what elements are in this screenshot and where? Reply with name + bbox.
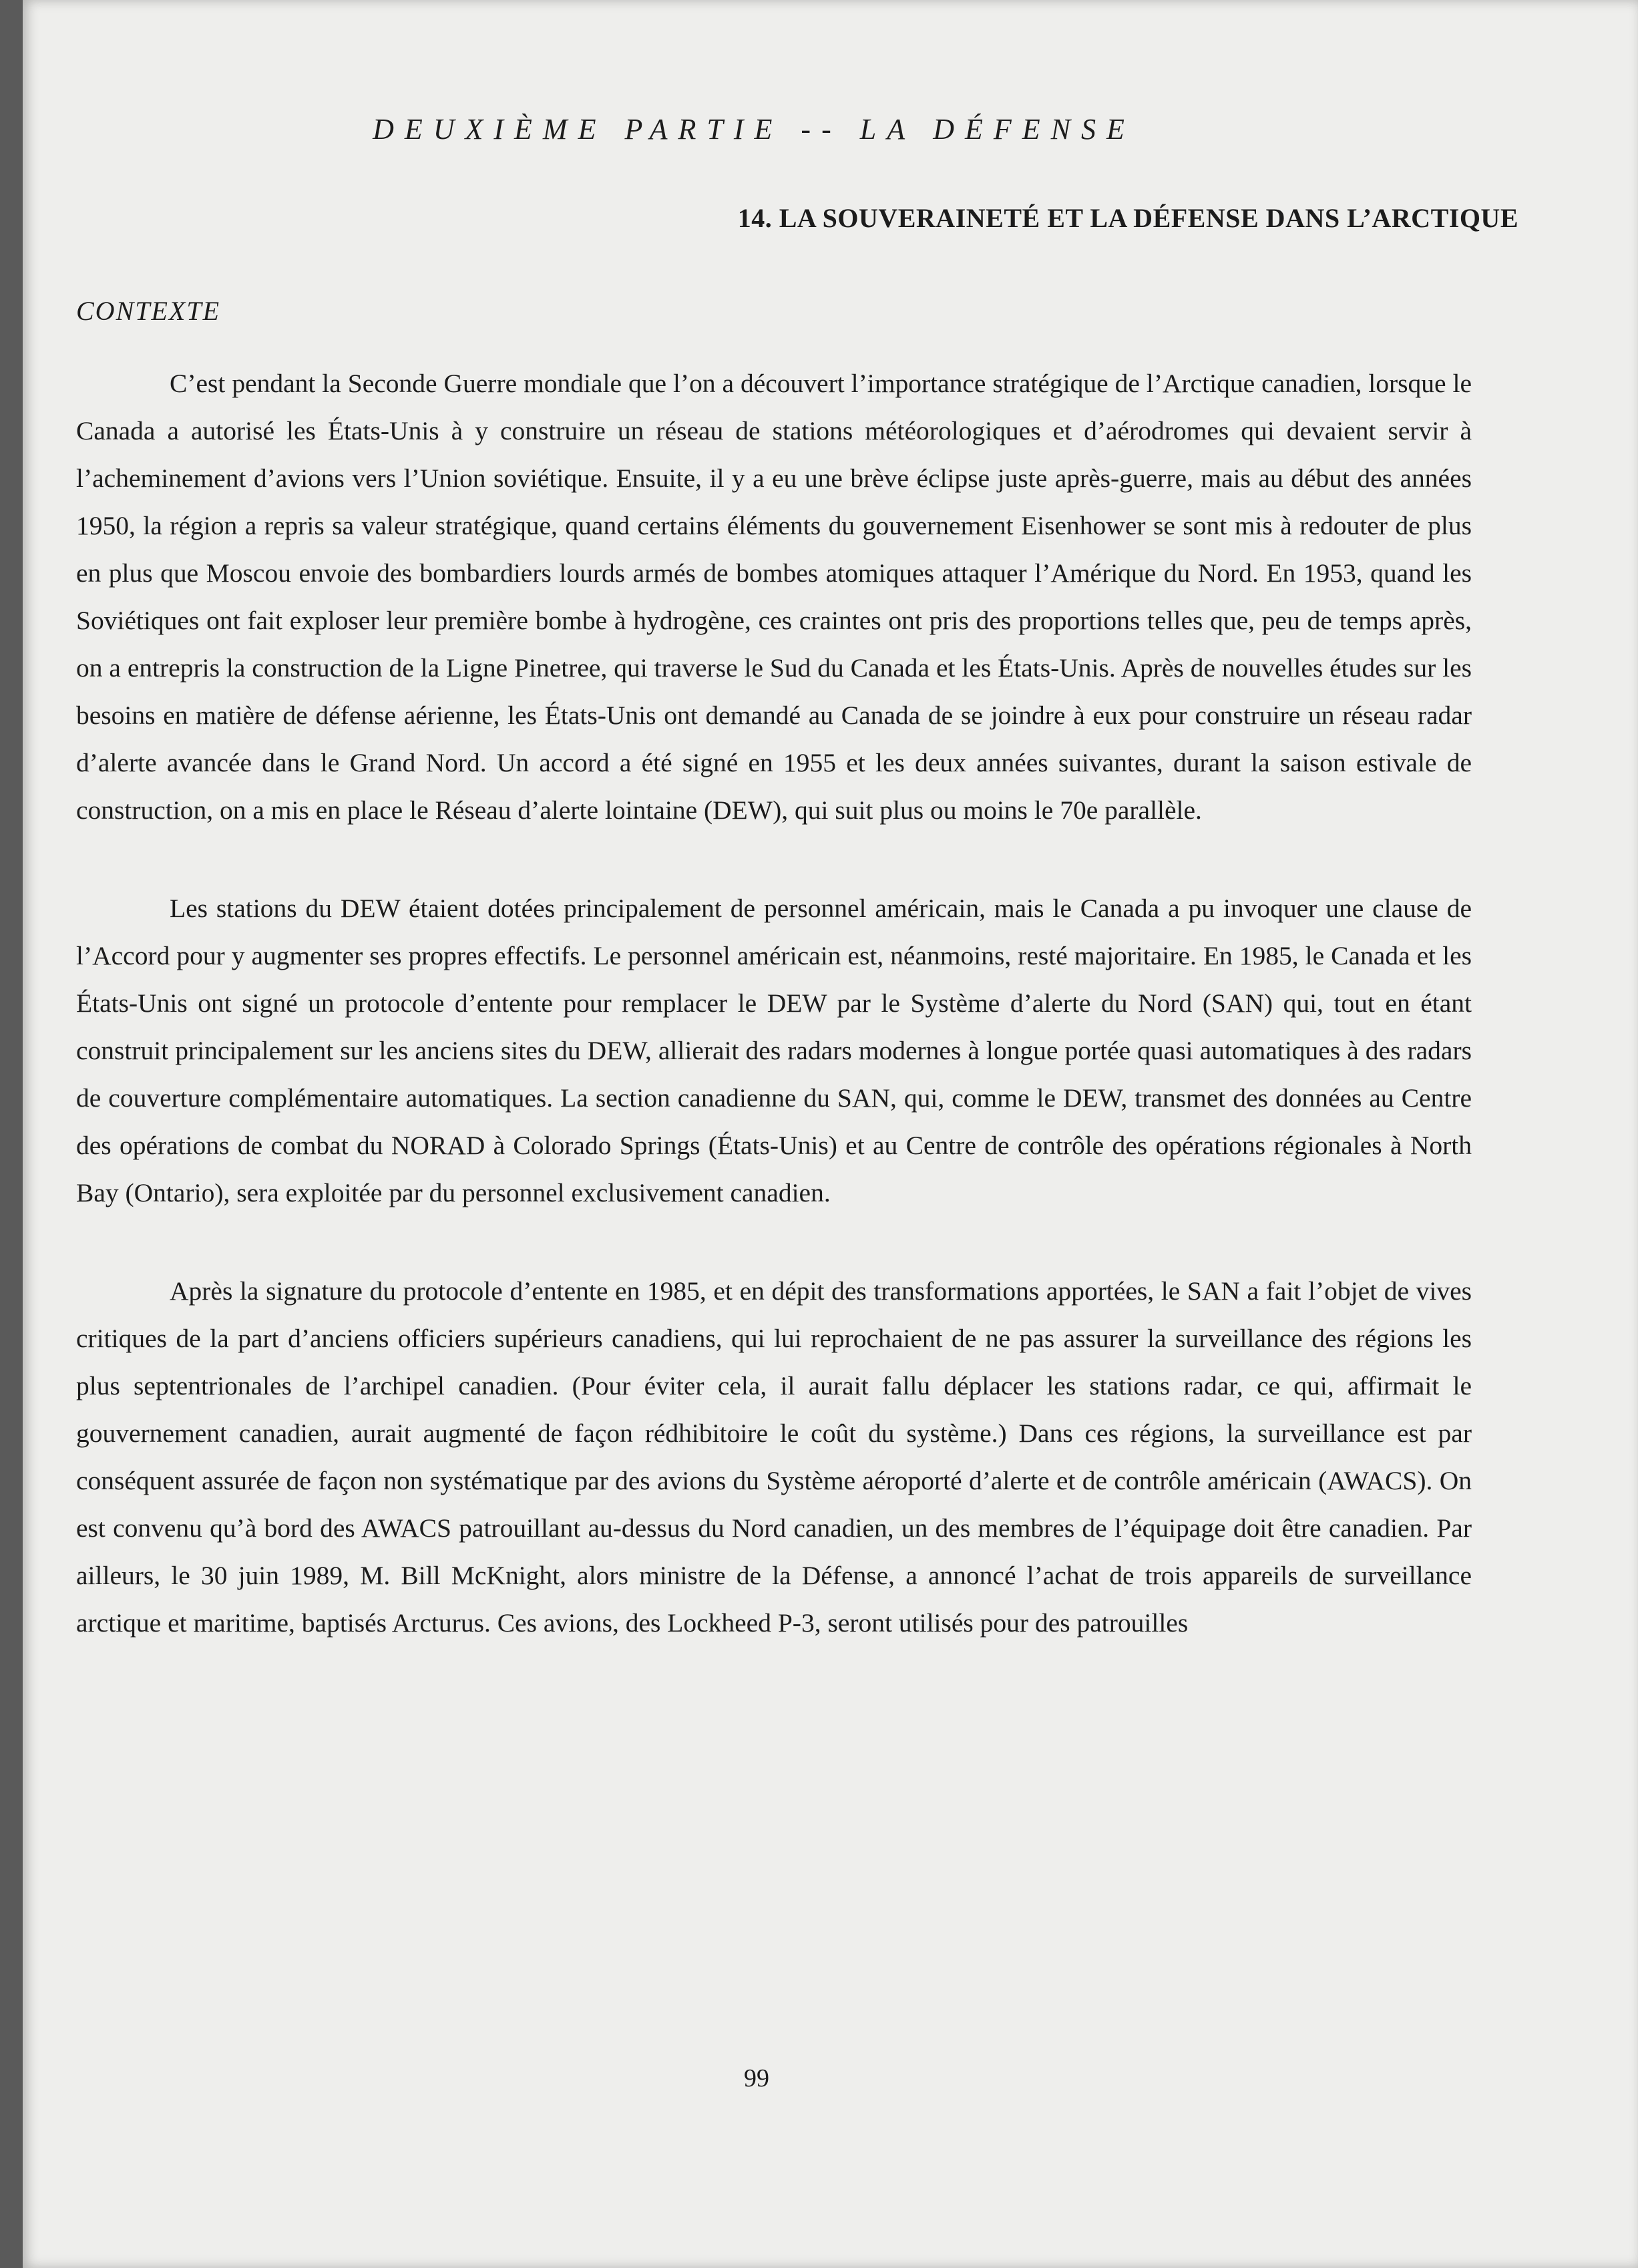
document-page bbox=[23, 0, 1638, 2268]
part-title: DEUXIÈME PARTIE -- LA DÉFENSE bbox=[373, 113, 1135, 146]
section-title: CONTEXTE bbox=[76, 296, 221, 326]
paragraph-2: Les stations du DEW étaient dotées principalement de personnel américain, mais le Canada a pu invoquer une clause de l’Accord pour y augmenter ses propres effectifs. Le personnel américain est, néanmoins, resté majoritaire. En 1985, le Canada et les États-Unis ont signé un protocole d’entente pour remplacer le DEW par le Système d’alerte du Nord (SAN) qui, tout en étant construit principalement sur les anciens sites du DEW, allierait des radars modernes à longue portée quasi automatiques à des radars de couverture complémentaire automatiques. La section canadienne du SAN, qui, comme le DEW, transmet des données au Centre des opérations de combat du NORAD à Colorado Springs (États-Unis) et au Centre de contrôle des opérations régionales à North Bay (Ontario), sera exploitée par du personnel exclusivement canadien. bbox=[76, 894, 1472, 1207]
paragraph-3: Après la signature du protocole d’entente en 1985, et en dépit des transformations apportées, le SAN a fait l’objet de vives critiques de la part d’anciens officiers supérieurs canadiens, qui lui reprochaient de ne pas assurer la surveillance des régions les plus septentrionales de l’archipel canadien. (Pour éviter cela, il aurait fallu déplacer les stations radar, ce qui, affirmait le gouvernement canadien, aurait augmenté de façon rédhibitoire le coût du système.) Dans ces régions, la surveillance est par conséquent assurée de façon non systématique par des avions du Système aéroporté d’alerte et de contrôle américain (AWACS). On est convenu qu’à bord des AWACS patrouillant au-dessus du Nord canadien, un des membres de l’équipage doit être canadien. Par ailleurs, le 30 juin 1989, M. Bill McKnight, alors ministre de la Défense, a annoncé l’achat de trois appareils de surveillance arctique et maritime, baptisés Arcturus. Ces avions, des Lockheed P-3, seront utilisés pour des patrouilles bbox=[76, 1276, 1472, 1638]
chapter-title: 14. LA SOUVERAINETÉ ET LA DÉFENSE DANS L’ARCTIQUE bbox=[737, 203, 1518, 233]
page-number: 99 bbox=[744, 2064, 769, 2092]
paragraph-1: C’est pendant la Seconde Guerre mondiale que l’on a découvert l’importance stratégique de l’Arctique canadien, lorsque le Canada a autorisé les États-Unis à y construire un réseau de stations météorologiques et d’aérodromes qui devaient servir à l’acheminement d’avions vers l’Union soviétique. Ensuite, il y a eu une brève éclipse juste après-guerre, mais au début des années 1950, la région a repris sa valeur stratégique, quand certains éléments du gouvernement Eisenhower se sont mis à redouter de plus en plus que Moscou envoie des bombardiers lourds armés de bombes atomiques attaquer l’Amérique du Nord. En 1953, quand les Soviétiques ont fait exploser leur première bombe à hydrogène, ces craintes ont pris des proportions telles que, peu de temps après, on a entrepris la construction de la Ligne Pinetree, qui traverse le Sud du Canada et les États-Unis. Après de nouvelles études sur les besoins en matière de défense aérienne, les États-Unis ont demandé au Canada de se joindre à eux pour construire un réseau radar d’alerte avancée dans le Grand Nord. Un accord a été signé en 1955 et les deux années suivantes, durant la saison estivale de construction, on a mis en place le Réseau d’alerte lointaine (DEW), qui suit plus ou moins le 70e parallèle. bbox=[76, 369, 1472, 825]
page-content bbox=[76, 100, 1518, 1647]
